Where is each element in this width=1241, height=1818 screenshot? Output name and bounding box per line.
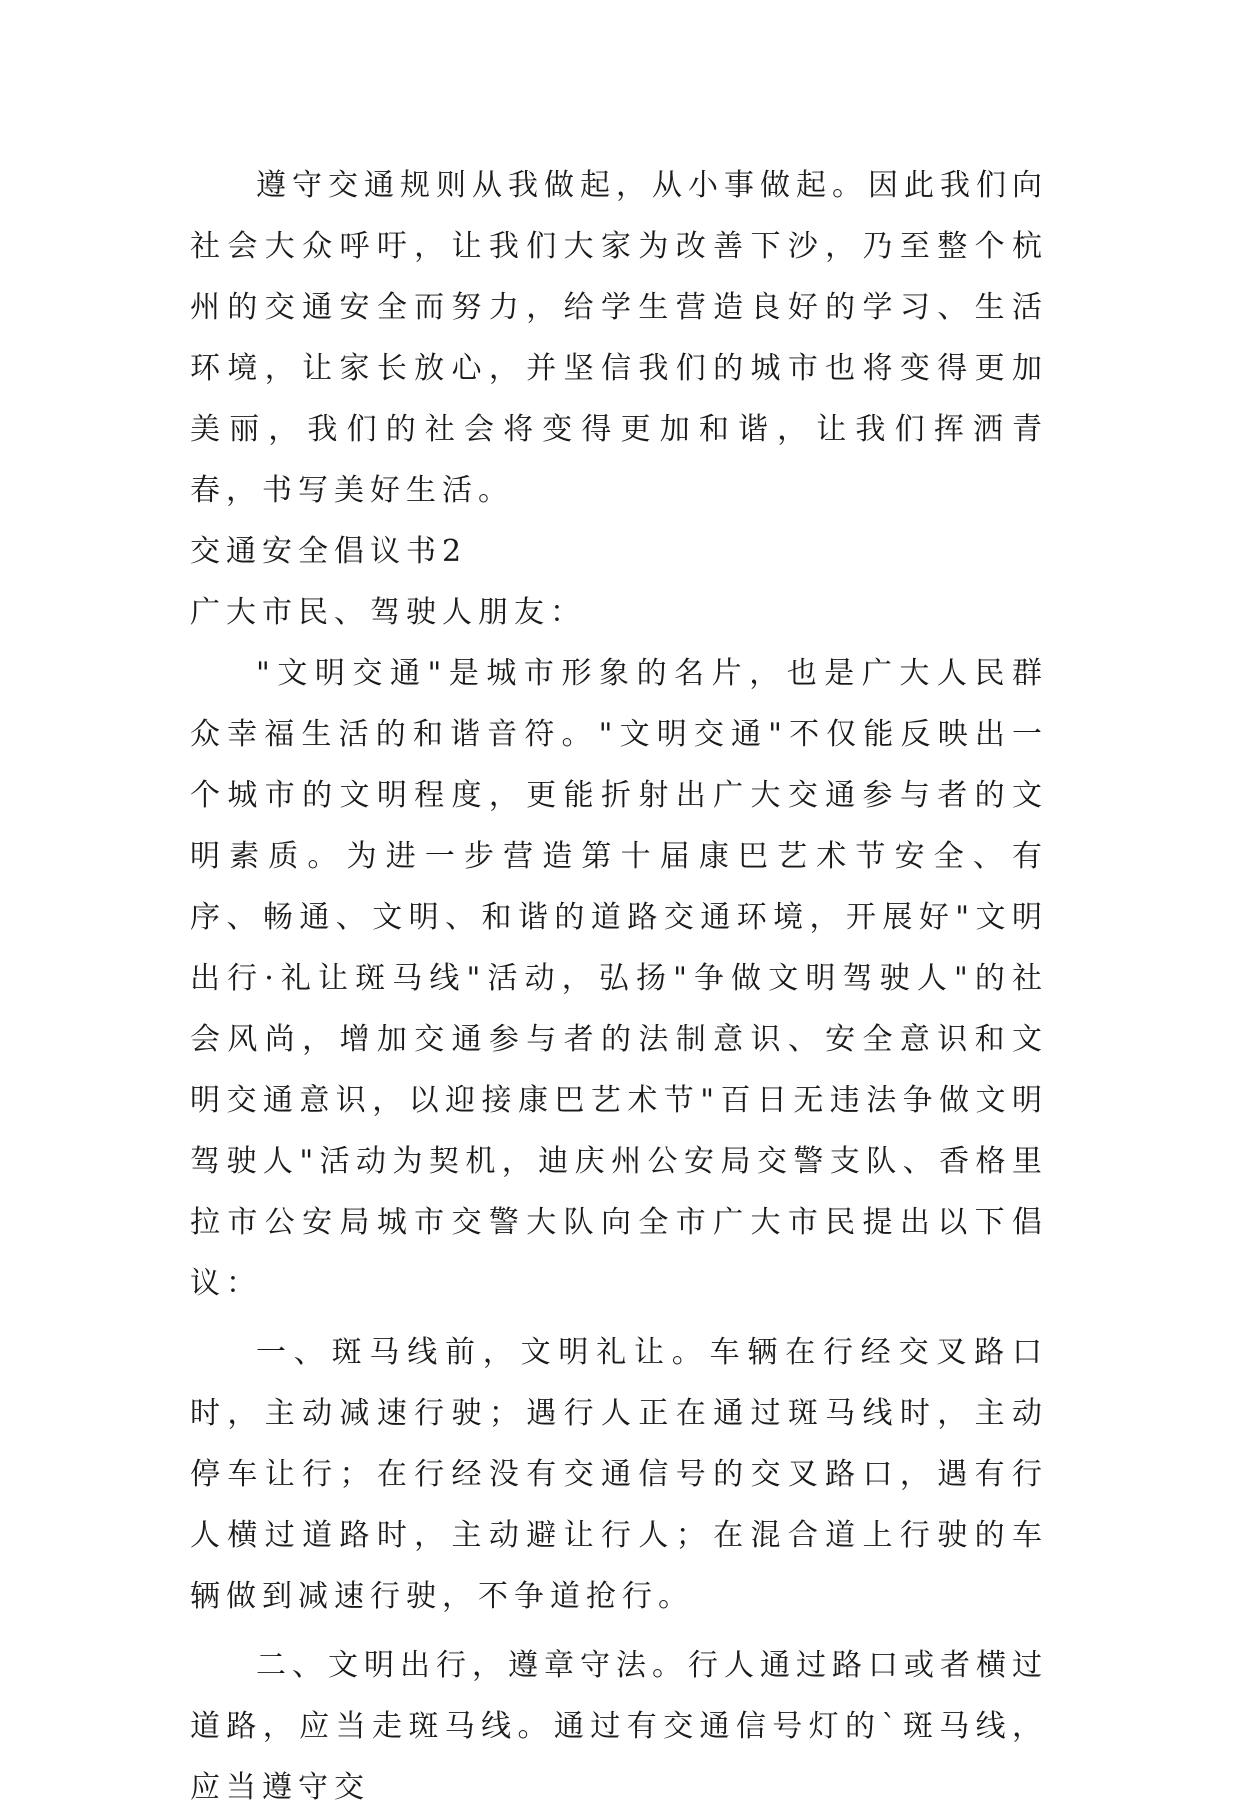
- section-title: 交通安全倡议书2: [190, 534, 468, 569]
- salutation: 广大市民、驾驶人朋友：: [190, 595, 586, 630]
- paragraph-item-1: 一、斑马线前，文明礼让。车辆在行经交叉路口时，主动减速行驶；遇行人正在通过斑马线时，主动停车让行；在行经没有交通信号的交叉路口，遇有行人横过道路时，主动避让行人；在混合道上行驶的车辆做到减速行驶，不争道抢行。: [190, 1335, 1048, 1614]
- document-body: [190, 155, 1048, 1818]
- paragraph-item-2: 二、文明出行，遵章守法。行人通过路口或者横过道路，应当走斑马线。通过有交通信号灯的`斑马线，应当遵守交: [190, 1648, 1048, 1805]
- paragraph-closing-appeal: 遵守交通规则从我做起，从小事做起。因此我们向社会大众呼吁，让我们大家为改善下沙，乃至整个杭州的交通安全而努力，给学生营造良好的学习、生活环境，让家长放心，并坚信我们的城市也将变得更加美丽，我们的社会将变得更加和谐，让我们挥洒青春，书写美好生活。: [190, 168, 1048, 508]
- paragraph-introduction: "文明交通"是城市形象的名片，也是广大人民群众幸福生活的和谐音符。"文明交通"不仅能反映出一个城市的文明程度，更能折射出广大交通参与者的文明素质。为进一步营造第十届康巴艺术节安全、有序、畅通、文明、和谐的道路交通环境，开展好"文明出行·礼让斑马线"活动，弘扬"争做文明驾驶人"的社会风尚，增加交通参与者的法制意识、安全意识和文明交通意识，以迎接康巴艺术节"百日无违法争做文明驾驶人"活动为契机，迪庆州公安局交警支队、香格里拉市公安局城市交警大队向全市广大市民提出以下倡议：: [190, 656, 1048, 1301]
